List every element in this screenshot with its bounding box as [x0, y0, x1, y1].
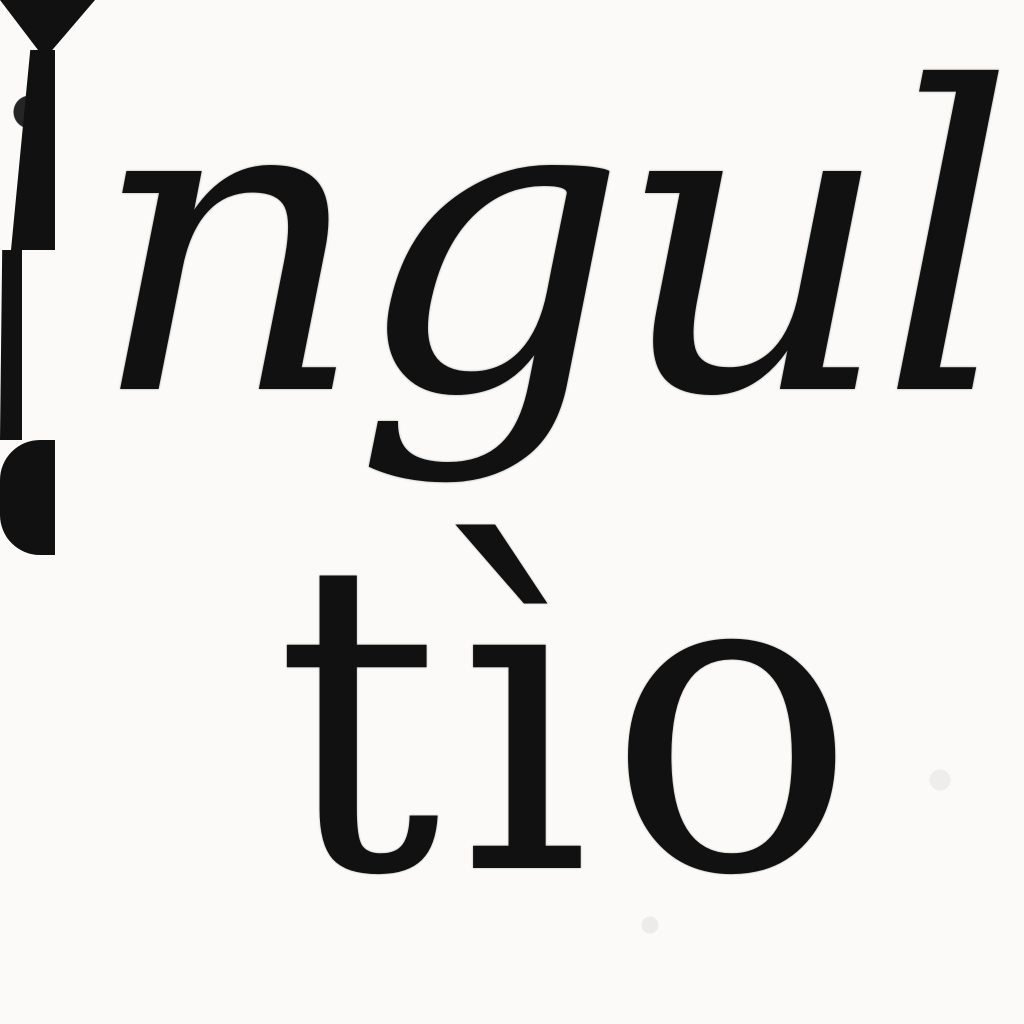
partial-glyph-left-bottom [0, 250, 22, 440]
text-line-bottom: tìo [275, 470, 874, 970]
text-line-top: ngul [90, 0, 1005, 489]
partial-glyph-right [0, 440, 55, 555]
partial-glyph-top [0, 0, 95, 50]
partial-glyph-left-top [0, 50, 55, 250]
